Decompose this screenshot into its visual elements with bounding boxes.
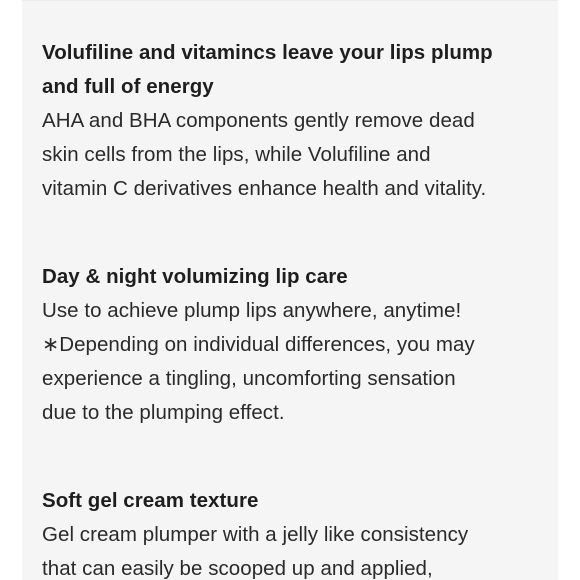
section-body-line: skin cells from the lips, while Volufiline and bbox=[42, 143, 431, 166]
section-body-line: that can easily be scooped up and applied, bbox=[42, 557, 433, 580]
section-body-line: ∗Depending on individual differences, you may bbox=[42, 333, 475, 356]
section-title-line: Volufiline and vitamincs leave your lips plump bbox=[42, 41, 493, 64]
section-body-line: Gel cream plumper with a jelly like consistency bbox=[42, 523, 469, 546]
section-body-line: AHA and BHA components gently remove dead bbox=[42, 109, 475, 132]
section-body-line: due to the plumping effect. bbox=[42, 401, 285, 424]
section-body-line: vitamin C derivatives enhance health and vitality. bbox=[42, 177, 487, 200]
section-body-line: Use to achieve plump lips anywhere, anytime! bbox=[42, 299, 462, 322]
section-title-line: Day & night volumizing lip care bbox=[42, 265, 348, 288]
section-title-line: Soft gel cream texture bbox=[42, 489, 259, 512]
section-title-line: and full of energy bbox=[42, 75, 214, 98]
description-card bbox=[22, 0, 558, 580]
section-body-line: experience a tingling, uncomforting sensation bbox=[42, 367, 456, 390]
feature-section-day-night bbox=[42, 260, 547, 430]
feature-section-texture bbox=[42, 484, 547, 580]
feature-section-volufiline bbox=[42, 36, 547, 206]
